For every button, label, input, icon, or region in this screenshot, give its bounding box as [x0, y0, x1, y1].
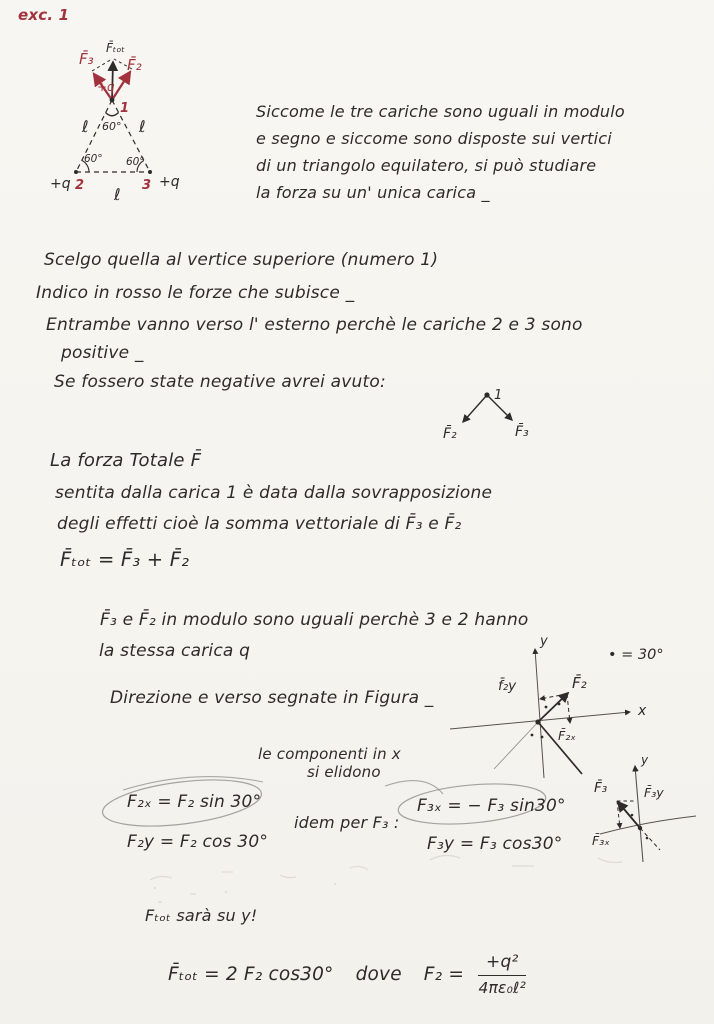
triangle-diagram — [28, 28, 228, 218]
y-axis-label: y — [641, 753, 649, 767]
equation-f3x: F₃ₓ = − F₃ sin30° — [417, 796, 566, 816]
fraction-numerator: +q² — [478, 952, 526, 976]
vertex-2-dot — [74, 170, 78, 174]
equation-ftot-sum: F̄ₜₒₜ = F̄₃ + F̄₂ — [60, 548, 190, 571]
note-moduli-2: la stessa carica q — [99, 641, 251, 661]
intro-line-2: e segno e siccome sono disposte sui vertici — [256, 129, 612, 148]
note-se-fossero: Se fossero state negative avrei avuto: — [54, 372, 386, 392]
angle-dot-3 — [531, 734, 534, 737]
charge-2-value: +q — [50, 176, 71, 192]
intro-line-4: la forza su un' unica carica _ — [256, 183, 490, 202]
note-indico: Indico in rosso le forze che subisce _ — [36, 283, 355, 303]
connector-curve-right — [385, 781, 443, 794]
intro-line-1: Siccome le tre cariche sono uguali in modulo — [256, 102, 625, 121]
vertex-1-dot — [110, 98, 115, 103]
note-direzione: Direzione e verso segnate in Figura _ — [110, 688, 434, 708]
fraction-denominator: 4πε₀ℓ² — [478, 979, 527, 998]
equation-f2x: F₂ₓ = F₂ sin 30° — [127, 792, 262, 812]
f2y-label: f̄₂y — [498, 678, 517, 694]
f2-vector — [538, 693, 568, 722]
note-moduli-1: F̄₃ e F̄₂ in modulo sono uguali perchè 3 e 2 hanno — [100, 610, 529, 630]
vertex-3-number: 3 — [142, 178, 152, 193]
note-idem: idem per F₃ : — [294, 813, 400, 832]
angle-right-label: 60° — [126, 156, 145, 168]
ftot-label: F̄ₜₒₜ — [106, 41, 125, 55]
note-scelgo: Scelgo quella al vertice superiore (numero 1) — [44, 250, 439, 270]
note-forza-3: degli effetti cioè la somma vettoriale di F̄₃ e F̄₂ — [57, 514, 462, 534]
f3-negative-label: F̄₃ — [515, 424, 529, 440]
x-axis — [600, 816, 696, 834]
f2-vector — [112, 72, 130, 100]
x-axis-label: x — [638, 703, 647, 719]
y-axis-label: y — [540, 634, 548, 649]
f2-label: F̄₂ — [127, 56, 142, 74]
note-entrambe-1: Entrambe vanno verso l' esterno perchè le cariche 2 e 3 sono — [46, 315, 583, 335]
f3-vector — [618, 802, 640, 828]
side-right-length: ℓ — [139, 117, 146, 136]
f3-label: F̄₃ — [79, 50, 94, 68]
note-forza-2: sentita dalla carica 1 è data dalla sovrapposizione — [55, 483, 493, 503]
angle-dot-2 — [558, 703, 561, 706]
f2x-label: F̄₂ₓ — [558, 728, 576, 743]
direction-dash — [640, 828, 660, 850]
f2-negative-vector — [463, 395, 487, 422]
angle-dot-1 — [545, 706, 548, 709]
angle-dot-1 — [631, 814, 634, 817]
note-entrambe-2: positive _ — [61, 343, 144, 363]
intro-line-3: di un triangolo equilatero, si può studiare — [256, 156, 597, 175]
charge-3-value: +q — [159, 174, 180, 190]
f2-negative-label: F̄₂ — [443, 426, 457, 442]
origin-dot — [535, 719, 540, 724]
final-equation-dove: dove — [355, 963, 402, 985]
vertex-3-dot — [148, 170, 152, 174]
intro-paragraph — [256, 98, 625, 206]
y-axis — [535, 649, 544, 778]
note-forza-1: La forza Totale F̄ — [50, 450, 202, 471]
charge-1-number: 1 — [494, 388, 503, 403]
connector-curve-left — [123, 777, 263, 790]
side-bottom-length: ℓ — [114, 185, 121, 204]
f3x-label: F̄₃ₓ — [592, 833, 610, 848]
f2-label: F̄₂ — [572, 674, 587, 692]
angle-left-label: 60° — [84, 153, 103, 165]
angle-legend: • = 30° — [608, 647, 664, 663]
note-componenti-1: le componenti in x — [258, 745, 401, 763]
final-equation-lhs: F̄ₜₒₜ = 2 F₂ cos30° — [168, 963, 334, 985]
side-left-length: ℓ — [82, 117, 89, 136]
angle-arc-top — [106, 113, 119, 116]
note-ftot-su-y: Fₜₒₜ sarà su y! — [145, 906, 258, 925]
note-componenti-2: si elidono — [307, 763, 381, 781]
f3y-label: F̄₃y — [644, 785, 664, 800]
equation-f2y: F₂y = F₂ cos 30° — [127, 832, 269, 852]
direction-line-thin — [494, 722, 538, 769]
vertex-2-number: 2 — [75, 178, 85, 193]
exercise-label: exc. 1 — [18, 6, 70, 24]
angle-dot-2 — [646, 837, 649, 840]
final-equation — [168, 952, 526, 998]
origin-dot — [638, 826, 642, 830]
erased-smudges — [130, 848, 670, 908]
negative-case-diagram — [415, 380, 545, 455]
equation-f3y: F₃y = F₃ cos30° — [427, 834, 563, 854]
f2x-projection-dash — [567, 694, 570, 723]
parallelogram-dash-left — [92, 59, 112, 71]
angle-top-label: 60° — [102, 120, 122, 133]
f3-label: F̄₃ — [594, 780, 608, 796]
coulomb-fraction — [478, 952, 526, 998]
vertex-1-number: 1 — [120, 101, 130, 116]
angle-dot-4 — [541, 736, 544, 739]
charge-1-value: +q — [97, 80, 115, 94]
final-equation-f2: F₂ = — [423, 963, 465, 985]
